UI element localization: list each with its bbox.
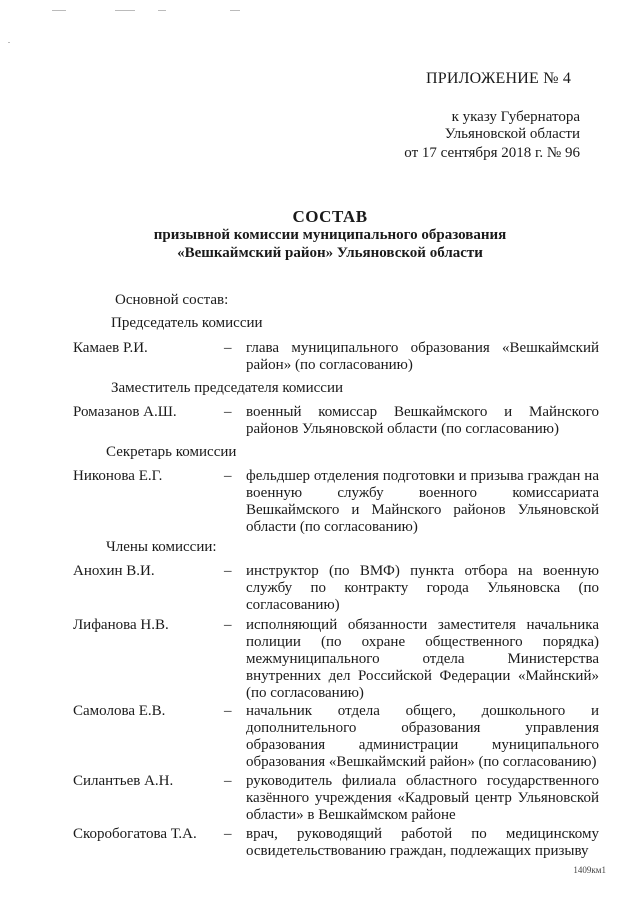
document-subtitle-2: «Вешкаймский район» Ульяновской области [177,245,483,261]
member-name: Силантьев А.Н. [73,773,174,789]
section-main: Основной состав: [115,292,229,308]
member-description: начальник отдела общего, дошкольного и дополнительного образования управления образования администрации муниципального образования «Вешкаймский район» (по согласованию) [246,703,599,770]
attachment-label: ПРИЛОЖЕНИЕ № 4 [426,70,572,87]
section-deputy: Заместитель председателя комиссии [111,380,344,396]
dash: – [224,340,232,356]
member-name: Анохин В.И. [73,563,155,579]
section-chair: Председатель комиссии [111,315,263,331]
page-reference: 1409км1 [573,865,606,875]
decree-line-3: от 17 сентября 2018 г. № 96 [404,145,580,161]
member-name: Ромазанов А.Ш. [73,404,177,420]
member-name: Никонова Е.Г. [73,468,163,484]
member-name: Камаев Р.И. [73,340,148,356]
scan-speck [52,10,66,11]
section-members: Члены комиссии: [106,539,217,555]
member-description: исполняющий обязанности заместителя начальника полиции (по охране общественного порядка) межмуниципального отдела Министерства внутренних дел Российской Федерации «Майнский» (по согласованию) [246,617,599,701]
decree-line-1: к указу Губернатора [451,109,580,125]
dash: – [224,617,232,633]
dash: – [224,563,232,579]
scan-speck [115,10,135,11]
member-name: Самолова Е.В. [73,703,166,719]
scan-speck [158,10,166,11]
member-description: глава муниципального образования «Вешкаймский район» (по согласованию) [246,340,599,373]
member-name: Скоробогатова Т.А. [73,826,197,842]
dash: – [224,773,232,789]
section-secretary: Секретарь комиссии [106,444,237,460]
member-description: фельдшер отделения подготовки и призыва граждан на военную службу военного комиссариата Вешкаймского и Майнского районов Ульяновской области (по согласованию) [246,468,599,535]
dash: – [224,404,232,420]
member-description: военный комиссар Вешкаймского и Майнского районов Ульяновской области (по согласованию) [246,404,599,437]
member-description: инструктор (по ВМФ) пункта отбора на военную службу по контракту города Ульяновска (по согласованию) [246,563,599,613]
member-description: руководитель филиала областного государственного казённого учреждения «Кадровый центр Ульяновской области» в Вешкаймском районе [246,773,599,823]
member-description: врач, руководящий работой по медицинскому освидетельствованию граждан, подлежащих призыву [246,826,599,859]
dash: – [224,826,232,842]
scan-speck [8,42,10,43]
dash: – [224,468,232,484]
document-title: СОСТАВ [292,207,368,226]
decree-line-2: Ульяновской области [444,126,580,142]
dash: – [224,703,232,719]
document-subtitle-1: призывной комиссии муниципального образования [153,227,507,243]
scan-speck [230,10,240,11]
member-name: Лифанова Н.В. [73,617,169,633]
